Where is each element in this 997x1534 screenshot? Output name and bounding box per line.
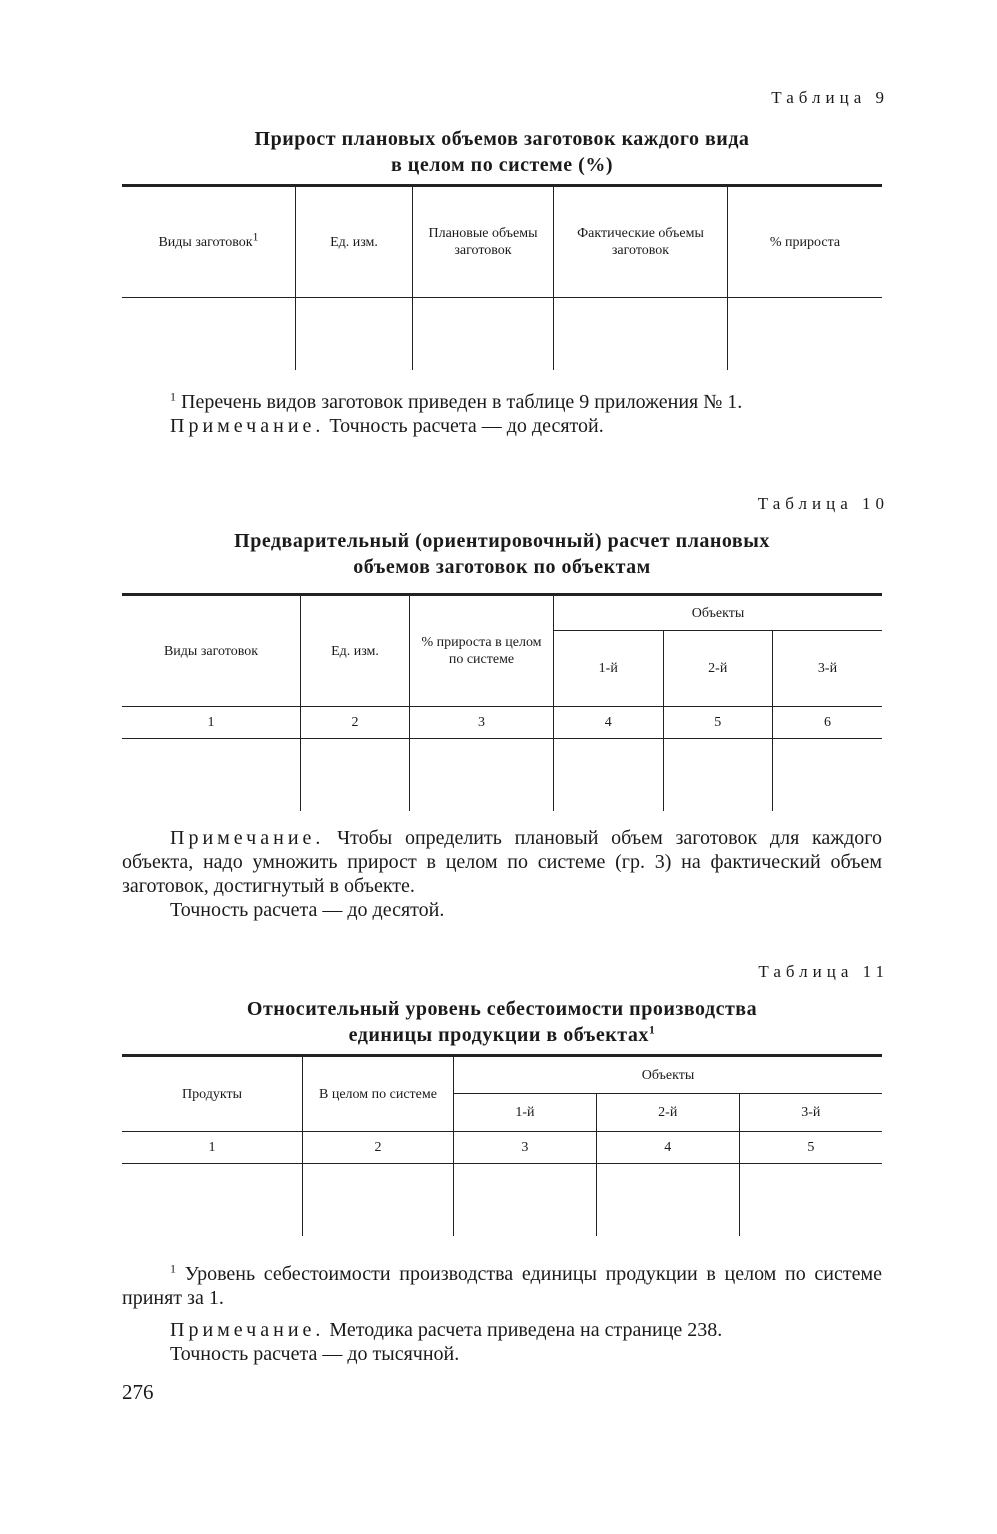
table-row bbox=[122, 739, 882, 811]
table9-col-header: Ед. изм. bbox=[296, 186, 413, 298]
table9-col-header: Фактические объемы заготовок bbox=[554, 186, 728, 298]
table10-header-row bbox=[122, 595, 882, 631]
table10-subheader: 2-й bbox=[663, 631, 773, 707]
table10-group-header: Объекты bbox=[554, 595, 883, 631]
table11-group-header: Объекты bbox=[454, 1056, 883, 1094]
table9-col-header: Плановые объемы заготовок bbox=[413, 186, 554, 298]
table10-col-header: Виды заготовок bbox=[122, 595, 301, 707]
table11-subheader: 2-й bbox=[596, 1094, 739, 1132]
table-row bbox=[122, 1164, 882, 1236]
table11-col-header: В целом по системе bbox=[303, 1056, 454, 1132]
table11-footnote: $^1$ Уровень себестоимости производства единицы продукции в целом по системе принят за 1. bbox=[122, 1261, 883, 1309]
table9-note: Примечание. Точность расчета — до десятой. bbox=[170, 415, 604, 437]
table10-note-accuracy: Точность расчета — до десятой. bbox=[170, 899, 445, 921]
table10-notes bbox=[122, 826, 882, 922]
table9-notes bbox=[122, 390, 882, 438]
table9-footnote: $^1$ Перечень видов заготовок приведен в таблице 9 приложения № 1. bbox=[170, 389, 743, 413]
table11-subheader: 1-й bbox=[454, 1094, 597, 1132]
table9-title-line1: Прирост плановых объемов заготовок каждого вида bbox=[254, 128, 750, 150]
table9-col-header: % прироста bbox=[728, 186, 883, 298]
table9-title-line2: в целом по системе (%) bbox=[391, 154, 613, 176]
table11-col-number: 1 bbox=[208, 1140, 216, 1155]
table10-number-row bbox=[122, 707, 882, 739]
table10-title bbox=[122, 528, 882, 580]
table11-note-accuracy: Точность расчета — до тысячной. bbox=[170, 1343, 460, 1365]
table10 bbox=[122, 593, 882, 811]
table9 bbox=[122, 184, 882, 370]
table10-title-line1: Предварительный (ориентировочный) расчет плановых bbox=[234, 530, 770, 552]
table10-subheader: 3-й bbox=[773, 631, 883, 707]
table10-title-line2: объемов заготовок по объектам bbox=[353, 556, 651, 578]
table-row bbox=[122, 298, 882, 370]
table10-note: Примечание. Чтобы определить плановый объем заготовок для каждого объекта, надо умножить прирост в целом по системе (гр. 3) на фактический объем заготовок, достигнутый в объекте. bbox=[122, 827, 882, 897]
table11-title-line2: единицы продукции в объектах$^1$ bbox=[348, 1022, 656, 1046]
table11-col-number: 4 bbox=[596, 1132, 739, 1164]
table11-col-number: 2 bbox=[303, 1132, 454, 1164]
table11-subheader: 3-й bbox=[739, 1094, 882, 1132]
table10-label: Таблица 10 bbox=[757, 494, 889, 513]
table11 bbox=[122, 1054, 882, 1236]
table11-number-row bbox=[122, 1132, 882, 1164]
table11-col-header: Продукты bbox=[122, 1056, 303, 1132]
table9-col-header: Виды заготовок1 bbox=[158, 228, 259, 250]
table10-subheader: 1-й bbox=[554, 631, 664, 707]
table11-notes bbox=[122, 1262, 882, 1366]
table11-col-number: 5 bbox=[739, 1132, 882, 1164]
table10-col-number: 5 bbox=[663, 707, 773, 739]
table11-header-row bbox=[122, 1056, 882, 1094]
table10-col-header: % прироста в целом по системе bbox=[410, 595, 554, 707]
table11-col-number: 3 bbox=[454, 1132, 597, 1164]
table10-col-number: 2 bbox=[301, 707, 410, 739]
table11-title-line1: Относительный уровень себестоимости производства bbox=[246, 998, 758, 1020]
table10-col-number: 6 bbox=[773, 707, 883, 739]
table10-col-number: 3 bbox=[410, 707, 554, 739]
table10-col-header: Ед. изм. bbox=[301, 595, 410, 707]
table9-header-row bbox=[122, 186, 882, 298]
page-number: 276 bbox=[122, 1380, 154, 1404]
table9-label: Таблица 9 bbox=[771, 88, 889, 107]
table11-label: Таблица 11 bbox=[758, 962, 889, 981]
table11-note: Примечание. Методика расчета приведена на странице 238. bbox=[170, 1319, 723, 1341]
table9-title bbox=[122, 126, 882, 178]
table10-col-number: 1 bbox=[207, 715, 215, 730]
table10-col-number: 4 bbox=[554, 707, 664, 739]
table11-title bbox=[122, 996, 882, 1048]
